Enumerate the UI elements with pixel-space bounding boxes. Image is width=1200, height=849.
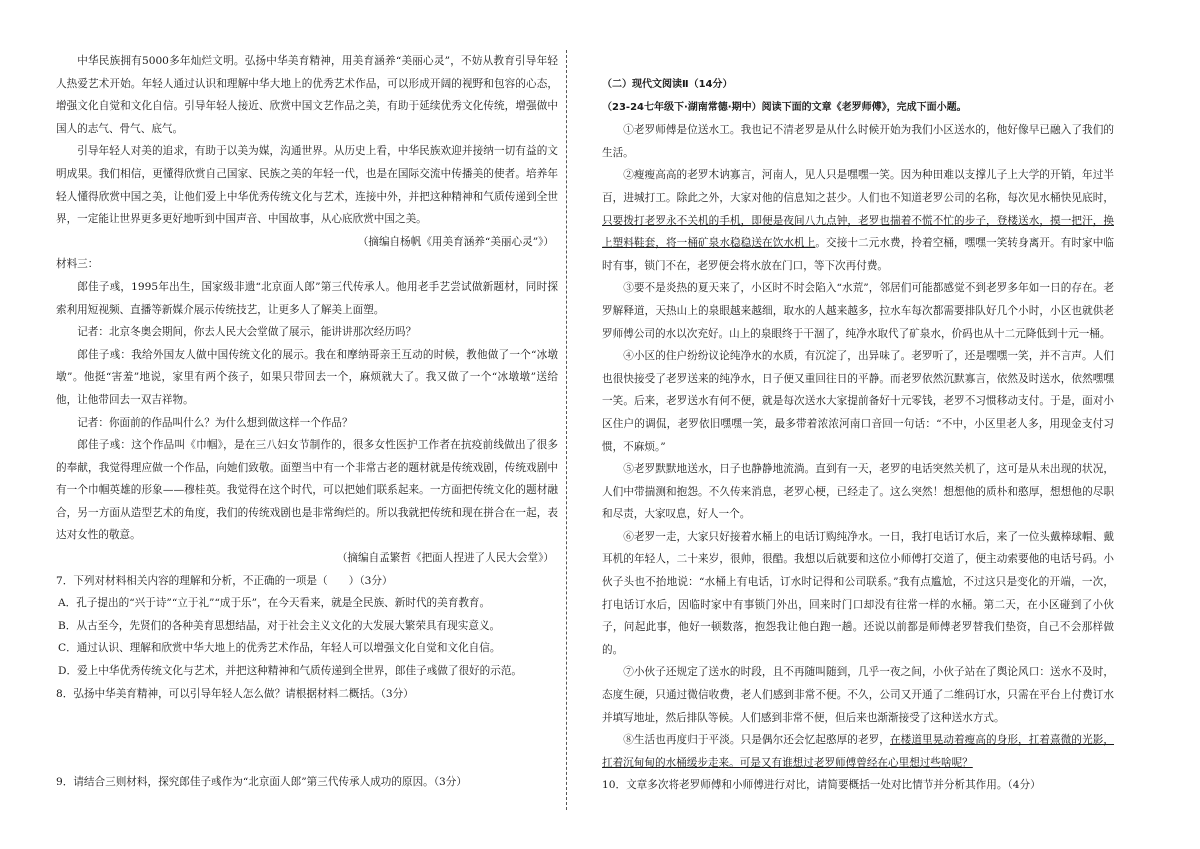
passage-paragraph: ①老罗师傅是位送水工。我也记不清老罗是从什么时候开始为我们小区送水的，他好像早已融入了我们的生活。 xyxy=(602,124,1114,159)
passage-paragraph xyxy=(602,164,1114,277)
passage-intro: （23-24七年级下·湖南常德·期中）阅读下面的文章《老罗师傅》，完成下面小题。 xyxy=(602,101,967,113)
text: ⑧生活也再度归于平淡。只是偶尔还会忆起憨厚的老罗， xyxy=(623,734,890,747)
paragraph: 中华民族拥有5000多年灿烂文明。弘扬中华美育精神，用美育涵养“美丽心灵”，不妨从教育引导年轻人热爱艺术开始。年轻人通过认识和理解中华大地上的优秀艺术作品，可以形成开阔的视野和包容的心态，增强文化自觉和文化自信。引导年轻人接近、欣赏中国文艺作品之美，有助于延续优秀文化传统，增强做中国人的志气、骨气、底气。 xyxy=(56,55,558,135)
passage-paragraph: ⑤老罗默默地送水，日子也静静地流淌。直到有一天，老罗的电话突然关机了，这可是从未出现的状况，人们中带揣测和抱怨。不久传来消息，老罗心梗，已经走了。这么突然！想想他的质朴和憨厚，想想他的尽职和尽责，大家叹息，好人一个。 xyxy=(602,463,1114,521)
passage-paragraph: ④小区的住户纷纷议论纯净水的水质，有沉淀了，出异味了。老罗听了，还是嘿嘿一笑，并不言声。人们也很快接受了老罗送来的纯净水，日子便又重回往日的平静。而老罗依然沉默寡言，依然及时送水，依然嘿嘿一笑。后来，老罗送水有何不便，就是每次送水大家提前备好十元零钱，老罗不习惯移动支付。于是，面对小区住户的调侃，老罗依旧嘿嘿一笑，最多带着浓浓河南口音回一句话：“不中，小区里老人多，用现金支付习惯，不麻烦。” xyxy=(602,350,1114,453)
material-heading: 材料三： xyxy=(56,258,99,271)
option-c: C．通过认识、理解和欣赏中华大地上的优秀艺术作品，年轻人可以增强文化自觉和文化自信。 xyxy=(58,642,501,655)
interview-question: 记者：你面前的作品叫什么？为什么想到做这样一个作品？ xyxy=(77,416,353,429)
left-column xyxy=(56,50,558,794)
passage-paragraph: ⑦小伙子还规定了送水的时段，且不再随叫随到，几乎一夜之间，小伙子站在了舆论风口：送水不及时，态度生硬，只通过微信收费，老人们感到非常不便。不久，公司又开通了二维码订水，只需在平台上付费订水并填写地址，然后排队等候。人们感到非常不便，但后来也渐渐接受了这种送水方式。 xyxy=(602,666,1114,724)
passage-paragraph xyxy=(602,729,1114,774)
source-citation: （摘编自杨帆《用美育涵养“美丽心灵”》） xyxy=(357,235,554,248)
underlined-sentence: 只要拨打老罗永不关机的手机，即便是夜间八九点钟，老罗也揣着不慌不忙的步子，登楼送水，摸一把汗，换上塑料鞋套，将一桶矿泉水稳稳送在饮水机上 xyxy=(602,214,1114,250)
passage-paragraph: ⑥老罗一走，大家只好接着水桶上的电话订购纯净水。一日，我打电话订水后，来了一位头戴棒球帽、戴耳机的年轻人，二十来岁，很帅，很酷。我想以后就要和这位小师傅打交道了，便主动索要他的电话号码。小伙子头也不抬地说：“水桶上有电话，订水时记得和公司联系。”我有点尴尬，不过这只是变化的开端，一次，打电话订水后，因临时家中有事锁门外出，回来时门口却没有往常一样的水桶。第二天，在小区碰到了小伙子，问起此事，他好一顿数落，抱怨我让他白跑一趟。还说以前都是师傅老罗替我们垫资，自己不会那样做的。 xyxy=(602,530,1114,656)
column-divider xyxy=(566,50,567,810)
interview-answer: 郎佳子彧：这个作品叫《巾帼》，是在三八妇女节制作的，很多女性医护工作者在抗疫前线做出了很多的奉献，我觉得理应做一个作品，向她们致敬。面塑当中有一个非常古老的题材就是传统戏剧，传统戏剧中有一个巾帼英雄的形象——穆桂英。我觉得在这个时代，可以把她们联系起来。一方面把传统文化的题材融合，另一方面从造型艺术的角度，我们的传统戏剧也是非常绚烂的。所以我就把传统和现在拼合在一起，表达对女性的敬意。 xyxy=(56,439,558,542)
text: ②瘦瘦高高的老罗木讷寡言，河南人，见人只是嘿嘿一笑。因为种田难以支撑儿子上大学的开销，年过半百，进城打工。除此之外，大家对他的信息知之甚少。人们也不知道老罗公司的名称，每次见水桶快见底时， xyxy=(602,169,1114,204)
question-10: 10．文章多次将老罗师傅和小师傅进行对比，请简要概括一处对比情节并分析其作用。（4分） xyxy=(602,779,1041,792)
underlined-sentence: 在楼道里晃动着瘦高的身形，扛着熹微的光影，扛着沉甸甸的水桶缓步走来。可是又有谁想过老罗师傅曾经在心里想过些啥呢？ xyxy=(602,734,1115,769)
text: 。交接十二元水费，拎着空桶，嘿嘿一笑转身离开。有时家中临时有事，锁门不在，老罗便会将水放在门口，等下次再付费。 xyxy=(602,237,1115,272)
question-9: 9．请结合三则材料，探究郎佳子彧作为“北京面人郎”第三代传承人成功的原因。（3分） xyxy=(56,776,467,789)
answer-space xyxy=(56,705,558,771)
section-heading: （二）现代文阅读Ⅱ（14分） xyxy=(602,79,733,90)
option-b: B．从古至今，先贤们的各种美育思想结晶，对于社会主义文化的大发展大繁荣具有现实意义。 xyxy=(58,619,501,632)
option-d: D．爱上中华优秀传统文化与艺术，并把这种精神和气质传递到全世界，郎佳子彧做了很好的示范。 xyxy=(58,665,523,678)
source-citation: （摘编自孟繁哲《把面人捏进了人民大会堂》） xyxy=(336,552,554,565)
option-a: A．孔子提出的“兴于诗”“立于礼”“成于乐”，在今天看来，就是全民族、新时代的美育教育。 xyxy=(58,597,491,610)
interview-question: 记者：北京冬奥会期间，你去人民大会堂做了展示，能讲讲那次经历吗？ xyxy=(77,326,417,339)
right-column xyxy=(602,74,1114,797)
question-8: 8．弘扬中华美育精神，可以引导年轻人怎么做？请根据材料二概括。（3分） xyxy=(56,687,414,700)
paragraph: 引导年轻人对美的追求，有助于以美为媒，沟通世界。从历史上看，中华民族欢迎并接纳一切有益的文明成果。我们相信，更懂得欣赏自己国家、民族之美的年轻一代，也是在国际交流中传播美的使者。培养年轻人懂得欣赏中国之美，让他们爱上中华优秀传统文化与艺术，连接中外，并把这种精神和气质传递到全世界，一定能让世界更多更好地听到中国声音、中国故事，从心底欣赏中国之美。 xyxy=(56,145,558,226)
paragraph: 郎佳子彧，1995年出生，国家级非遗“北京面人郎”第三代传承人。他用老手艺尝试做新题材，同时探索利用短视频、直播等新媒介展示传统技艺，让更多人了解美上面塑。 xyxy=(56,280,558,316)
question-7: 7．下列对材料相关内容的理解和分析，不正确的一项是（ ）（3分） xyxy=(56,574,393,587)
passage-paragraph: ③要不是炎热的夏天来了，小区时不时会陷入“水荒”，邻居们可能都感觉不到老罗多年如一日的存在。老罗解释道，天热山上的泉眼越来越细，取水的人越来越多，拉水车每次都需要排队好几个小时，小区也就供老罗师傅公司的水以次充好。山上的泉眼终于干涸了，纯净水取代了矿泉水，价码也从十二元降低到十元一桶。 xyxy=(602,282,1114,340)
interview-answer: 郎佳子彧：我给外国友人做中国传统文化的展示。我在和摩纳哥亲王互动的时候，教他做了一个“冰墩墩”。他挺“害羞”地说，家里有两个孩子，如果只带回去一个，麻烦就大了。我又做了一个“冰墩墩”送给他，让他带回去一双吉祥物。 xyxy=(56,348,558,406)
